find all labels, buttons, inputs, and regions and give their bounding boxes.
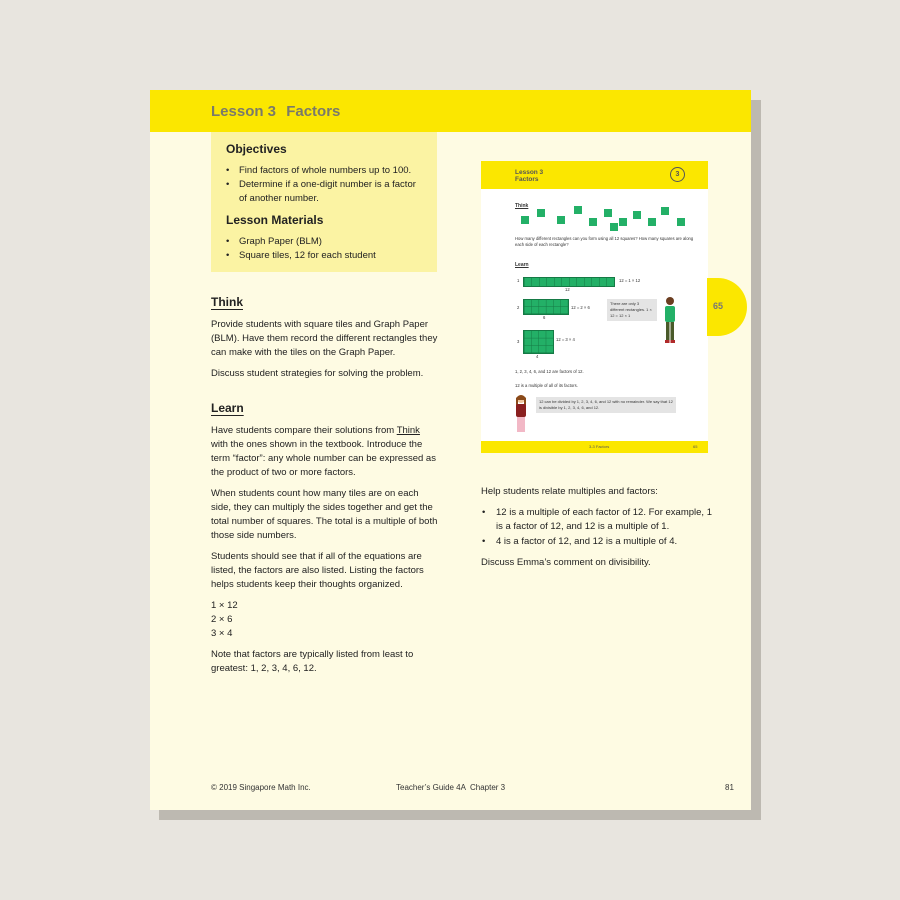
think-reference: Think xyxy=(396,425,420,436)
thumbnail-multiple-line: 12 is a multiple of all of its factors. xyxy=(515,383,578,388)
thumbnail-footer-page: 65 xyxy=(693,444,698,449)
lesson-number: Lesson 3 xyxy=(211,103,277,120)
row-index: 2 xyxy=(517,305,520,310)
tile-rectangle-3x4 xyxy=(523,330,554,354)
thumbnail-speech-bubble-emma: 12 can be divided by 1, 2, 3, 4, 6, and 12 with no remainder. We say that 12 is divisible by 1, 2, 3, 4, 6, and 12. xyxy=(536,397,676,413)
thumbnail-title-line: Factors xyxy=(515,176,539,183)
right-bullet: • 12 is a multiple of each factor of 12. For example, 1 is a factor of 12, and 12 is a multiple of 1. xyxy=(481,506,721,534)
row-index: 3 xyxy=(517,339,520,344)
tile-rectangle-1x12 xyxy=(523,277,615,287)
learn-heading: Learn xyxy=(211,401,244,415)
think-paragraph: Discuss student strategies for solving the problem. xyxy=(211,368,424,379)
row-dimension: 12 xyxy=(565,287,570,292)
material-item: • Graph Paper (BLM) xyxy=(225,235,425,249)
material-item: • Square tiles, 12 for each student xyxy=(225,249,425,263)
row-dimension: 6 xyxy=(543,315,546,320)
equation: 2 × 6 xyxy=(211,614,233,625)
materials-heading: Lesson Materials xyxy=(226,213,324,227)
thumbnail-title xyxy=(515,169,543,183)
page-number-tab xyxy=(707,278,747,336)
thumbnail-learn-label: Learn xyxy=(515,262,529,268)
objectives-box xyxy=(211,132,437,272)
tile xyxy=(633,211,641,219)
tile xyxy=(574,206,582,214)
page-tab-number: 65 xyxy=(713,301,724,311)
think-paragraph: Provide students with square tiles and Graph Paper (BLM). Have them record the different rectangles they can make with the tiles on the Graph Paper. xyxy=(211,319,438,358)
right-column xyxy=(481,485,721,577)
row-dimension: 4 xyxy=(536,354,539,359)
right-intro: Help students relate multiples and factors: xyxy=(481,486,658,497)
right-closing: Discuss Emma’s comment on divisibility. xyxy=(481,557,651,568)
equation: 1 × 12 xyxy=(211,600,238,611)
learn-text: with the ones shown in the textbook. Introduce the term “factor”: any whole number can be expressed as the product of two or more factors. xyxy=(211,439,436,478)
thumbnail-think-label: Think xyxy=(515,203,529,209)
learn-paragraph-1 xyxy=(211,424,439,480)
thumbnail-title-line: Lesson 3 xyxy=(515,169,544,176)
learn-text: Have students compare their solutions from xyxy=(211,425,397,436)
row-equation: 12 = 2 × 6 xyxy=(571,305,590,310)
tile xyxy=(648,218,656,226)
tile xyxy=(521,216,529,224)
tile xyxy=(677,218,685,226)
lesson-name: Factors xyxy=(286,103,341,120)
learn-paragraph-2: When students count how many tiles are on each side, they can multiply the sides together and get the total number of squares. The total is a multiple of both those side numbers. xyxy=(211,488,438,541)
footer-copyright: © 2019 Singapore Math Inc. xyxy=(211,783,311,792)
tile xyxy=(557,216,565,224)
tile xyxy=(589,218,597,226)
equation: 3 × 4 xyxy=(211,628,233,639)
right-bullet: • 4 is a factor of 12, and 12 is a multiple of 4. xyxy=(481,535,721,549)
tile xyxy=(610,223,618,231)
equation-list xyxy=(211,599,439,641)
footer-guide: Teacher’s Guide 4A Chapter 3 xyxy=(396,783,506,792)
thumbnail-factors-line: 1, 2, 3, 4, 6, and 12 are factors of 12. xyxy=(515,369,584,374)
objectives-list xyxy=(225,164,425,206)
tile xyxy=(537,209,545,217)
thumbnail-footer-label: 3-3 Factors xyxy=(589,444,610,449)
row-equation: 12 = 1 × 12 xyxy=(619,278,641,283)
tile xyxy=(619,218,627,226)
tile-rectangle-2x6 xyxy=(523,299,569,315)
objective-item: • Find factors of whole numbers up to 100. xyxy=(225,164,425,178)
document-page xyxy=(150,90,751,810)
tile xyxy=(604,209,612,217)
thumbnail-header xyxy=(481,161,708,189)
learn-paragraph-4: Note that factors are typically listed from least to greatest: 1, 2, 3, 4, 6, 12. xyxy=(211,649,414,674)
row-index: 1 xyxy=(517,278,520,283)
thumbnail-lesson-circle: 3 xyxy=(670,167,685,182)
textbook-thumbnail xyxy=(481,161,708,453)
learn-paragraph-3: Students should see that if all of the equations are listed, the factors are also listed. Listing the factors helps students keep their thoughts organized. xyxy=(211,551,424,590)
objectives-heading: Objectives xyxy=(226,142,287,156)
thumbnail-think-question: How many different rectangles can you form using all 12 squares? How many squares are along each side of each rectangle? xyxy=(515,236,694,247)
think-heading: Think xyxy=(211,295,243,309)
tile xyxy=(661,207,669,215)
right-bullet-list xyxy=(481,506,721,549)
boy-figure-icon xyxy=(663,296,677,344)
girl-figure-icon xyxy=(513,394,529,434)
footer-page-number: 81 xyxy=(725,783,734,792)
left-column xyxy=(211,295,439,683)
header-band xyxy=(150,90,751,132)
thumbnail-speech-bubble: There are only 3 different rectangles. 1 × 12 = 12 × 1 xyxy=(607,299,657,321)
lesson-title xyxy=(211,103,340,120)
objective-item: • Determine if a one-digit number is a factor of another number. xyxy=(225,178,425,206)
row-equation: 12 = 3 × 4 xyxy=(556,337,575,342)
materials-list xyxy=(225,235,425,263)
